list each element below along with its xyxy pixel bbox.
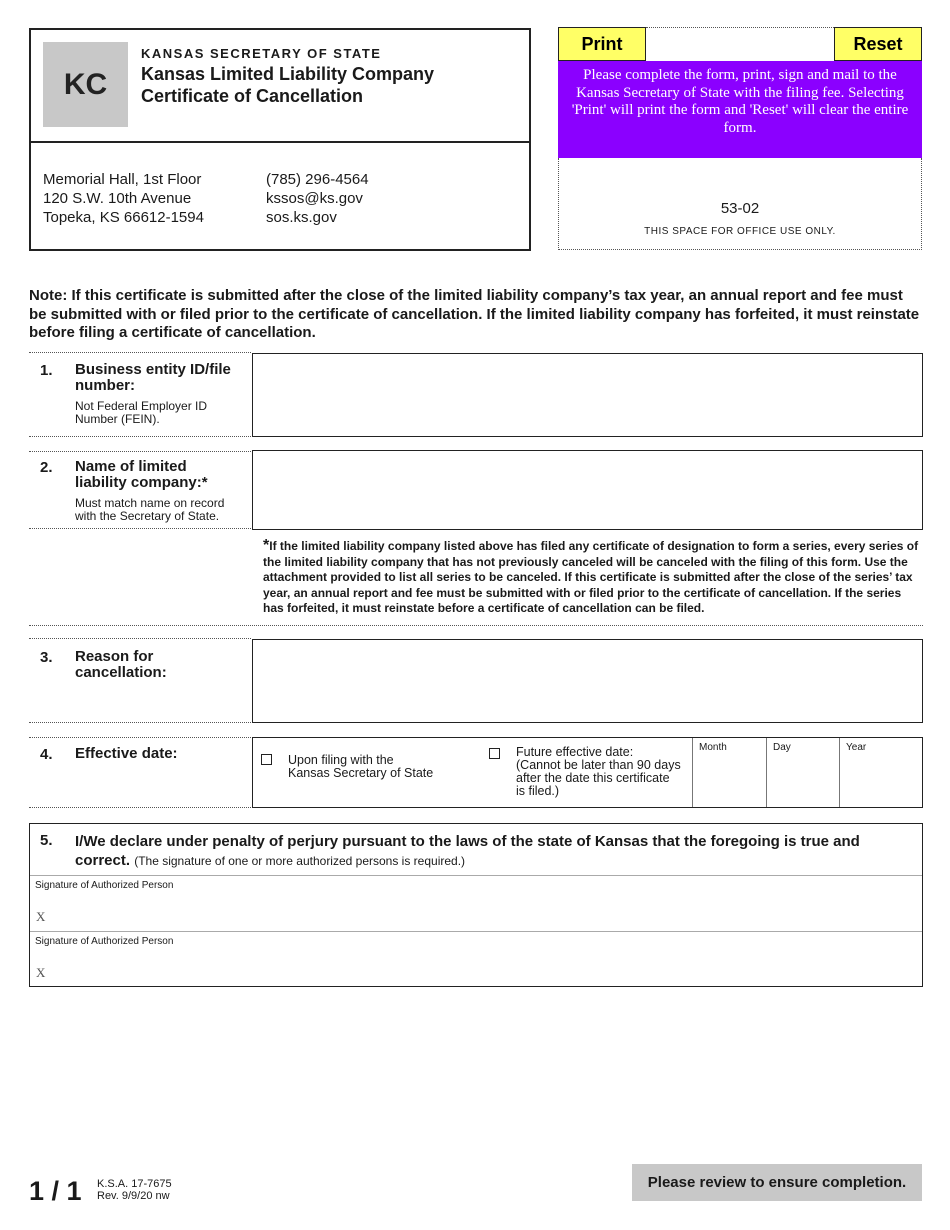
header-divider <box>31 141 529 143</box>
divider <box>29 451 251 452</box>
email: kssos@ks.gov <box>266 190 363 207</box>
review-banner: Please review to ensure completion. <box>632 1164 922 1201</box>
footer-reference: K.S.A. 17-7675 Rev. 9/9/20 nw <box>97 1178 172 1202</box>
form-title-line2: Certificate of Cancellation <box>141 86 364 106</box>
office-use-box <box>558 158 922 250</box>
llc-name-input[interactable] <box>252 450 923 530</box>
upon-filing-checkbox[interactable] <box>261 754 272 765</box>
reset-button[interactable]: Reset <box>834 27 922 61</box>
page-number: 1 / 1 <box>29 1176 82 1206</box>
divider <box>29 807 251 808</box>
header-box <box>29 28 531 251</box>
entity-id-hint: Not Federal Employer ID Number (FEIN). <box>75 399 208 426</box>
declaration-box <box>29 823 923 987</box>
future-date-text: Future effective date: (Cannot be later than 90 days after the date this certificate is filed.) <box>516 745 681 798</box>
form-title-line1: Kansas Limited Liability Company <box>141 64 435 84</box>
divider <box>29 436 251 437</box>
divider <box>30 931 922 932</box>
reason-input[interactable] <box>252 639 923 723</box>
agency-name: KANSAS SECRETARY OF STATE <box>141 46 382 61</box>
entity-id-label: Business entity ID/file number: <box>75 361 231 394</box>
button-bar-divider <box>646 27 834 28</box>
mailing-address: Memorial Hall, 1st Floor 120 S.W. 10th Avenue Topeka, KS 66612-1594 <box>43 171 204 226</box>
divider <box>29 528 251 529</box>
effective-date-label: Effective date: <box>75 745 178 762</box>
llc-name-label: Name of limited liability company:* <box>75 458 208 491</box>
divider <box>30 875 922 876</box>
website: sos.ks.gov <box>266 209 337 226</box>
signature-label: Signature of Authorized Person <box>35 936 174 947</box>
upon-filing-text: Upon filing with the Kansas Secretary of State <box>288 753 434 780</box>
future-date-checkbox[interactable] <box>489 748 500 759</box>
contact-info <box>266 170 369 227</box>
section-number: 3. <box>40 649 53 666</box>
divider <box>29 352 251 353</box>
effective-date-box <box>252 737 923 808</box>
section-number: 1. <box>40 362 53 379</box>
day-field[interactable]: Day <box>766 738 839 807</box>
divider <box>29 722 251 723</box>
declaration-text: I/We declare under penalty of perjury pursuant to the laws of the state of Kansas that the foregoing is true and correct. (The signature of one or more authorized persons is required.) <box>75 833 860 869</box>
signature-label: Signature of Authorized Person <box>35 880 174 891</box>
divider <box>29 625 923 626</box>
kc-logo: KC <box>43 42 128 127</box>
year-field[interactable]: Year <box>839 738 921 807</box>
section-number: 2. <box>40 459 53 476</box>
divider <box>29 737 251 738</box>
print-button[interactable]: Print <box>558 27 646 61</box>
reason-label: Reason for cancellation: <box>75 648 167 681</box>
office-use-label: THIS SPACE FOR OFFICE USE ONLY. <box>644 226 836 237</box>
instructions-banner: Please complete the form, print, sign and mail to the Kansas Secretary of State with the filing fee. Selecting 'Print' will print the form and 'Reset' will clear the entire form. <box>558 61 922 158</box>
signature-field-1[interactable]: X <box>36 909 46 924</box>
filing-note: Note: If this certificate is submitted after the close of the limited liability company’s tax year, an annual report and fee must be submitted with or filed prior to the certificate of cancellation. If the limited liability company has forfeited, it must reinstate before filing a certificate of cancellation. <box>29 287 920 341</box>
llc-name-hint: Must match name on record with the Secretary of State. <box>75 496 225 523</box>
section-number: 4. <box>40 746 53 763</box>
series-footnote: *If the limited liability company listed above has filed any certificate of designation to form a series, every series of the limited liability company that has not previously canceled will be canceled with the filing of this form. Use the attachment provided to list all series to be canceled. If this certificate is submitted after the close of the series’ tax year, an annual report and fee must be submitted with or filed prior to the certificate of cancellation. If the series has forfeited, it must reinstate before a certificate of cancellation can be filed. <box>263 537 919 615</box>
month-field[interactable]: Month <box>692 738 766 807</box>
entity-id-input[interactable] <box>252 353 923 437</box>
section-number: 5. <box>40 832 53 849</box>
divider <box>29 638 251 639</box>
signature-field-2[interactable]: X <box>36 965 46 980</box>
phone: (785) 296-4564 <box>266 171 369 188</box>
form-code: 53-02 <box>720 200 760 217</box>
